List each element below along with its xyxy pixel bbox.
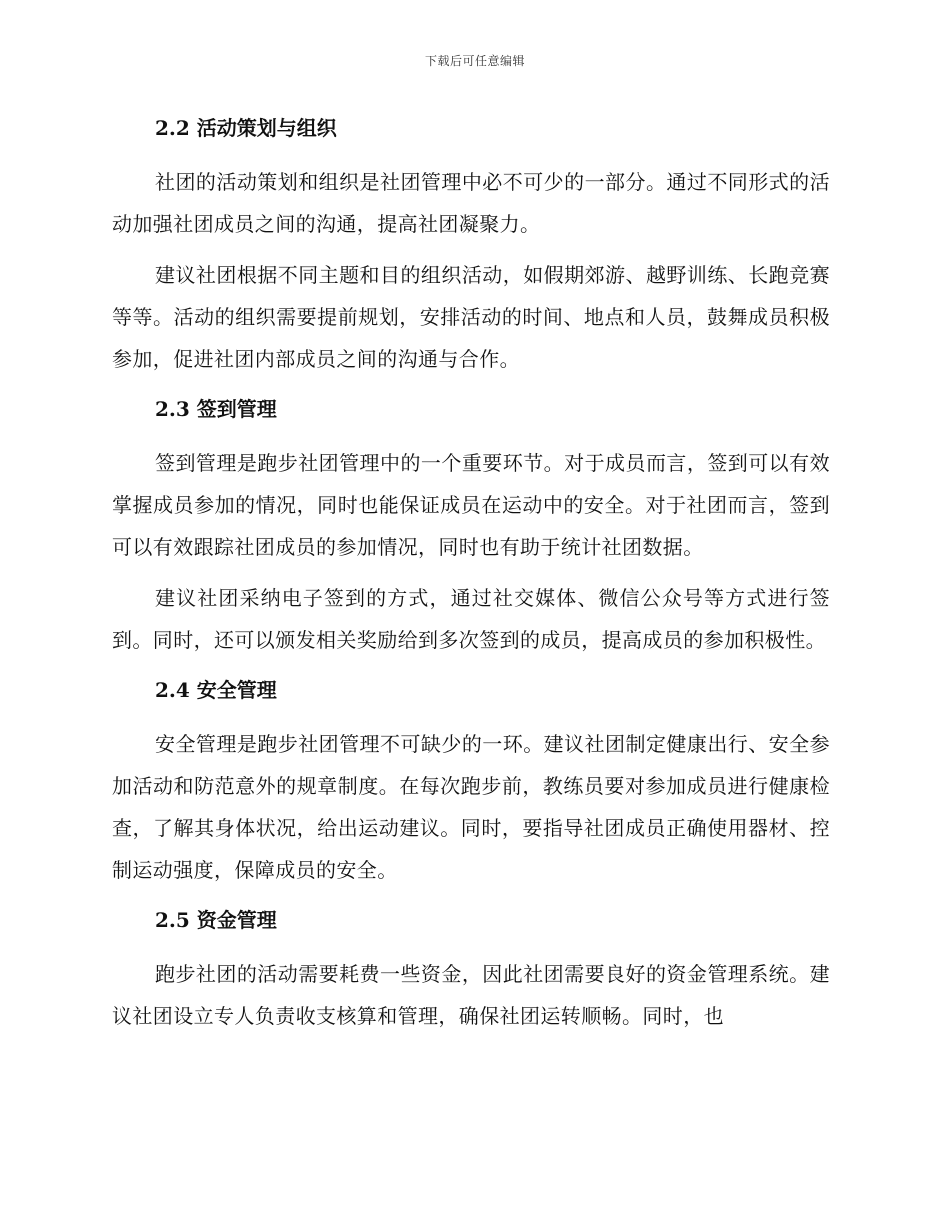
section-heading-2-2: 2.2 活动策划与组织 [155,116,337,140]
section-heading-2-3: 2.3 签到管理 [155,397,277,421]
section-heading-2-5: 2.5 资金管理 [155,908,277,932]
paragraph: 建议社团采纳电子签到的方式，通过社交媒体、微信公众号等方式进行签到。同时，还可以颁发相关奖励给到多次签到的成员，提高成员的参加积极性。 [112,586,830,652]
paragraph: 签到管理是跑步社团管理中的一个重要环节。对于成员而言，签到可以有效掌握成员参加的情况，同时也能保证成员在运动中的安全。对于社团而言，签到可以有效跟踪社团成员的参加情况，同时也有助于统计社团数据。 [112,451,830,559]
page-header: 下载后可任意编辑 [424,54,525,68]
paragraph: 跑步社团的活动需要耗费一些资金，因此社团需要良好的资金管理系统。建议社团设立专人负责收支核算和管理，确保社团运转顺畅。同时，也 [112,962,830,1028]
paragraph: 安全管理是跑步社团管理不可缺少的一环。建议社团制定健康出行、安全参加活动和防范意外的规章制度。在每次跑步前，教练员要对参加成员进行健康检查，了解其身体状况，给出运动建议。同时，要指导社团成员正确使用器材、控制运动强度，保障成员的安全。 [112,732,830,882]
document-body [112,108,830,1037]
paragraph: 社团的活动策划和组织是社团管理中必不可少的一部分。通过不同形式的活动加强社团成员之间的沟通，提高社团凝聚力。 [112,170,830,236]
paragraph: 建议社团根据不同主题和目的组织活动，如假期郊游、越野训练、长跑竞赛等等。活动的组织需要提前规划，安排活动的时间、地点和人员，鼓舞成员积极参加，促进社团内部成员之间的沟通与合作。 [112,263,830,371]
section-heading-2-4: 2.4 安全管理 [155,678,277,702]
